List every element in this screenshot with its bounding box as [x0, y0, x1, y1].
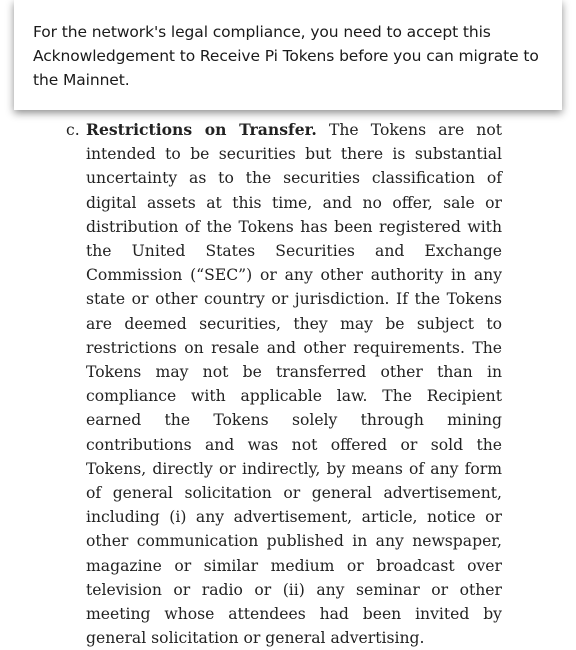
- clause-restrictions-on-transfer: [66, 118, 502, 650]
- compliance-message: For the network's legal compliance, you need to accept this Acknowledgement to Receive Pi Tokens before you can migrate to the Mainnet.: [33, 23, 539, 89]
- clause-content: [86, 118, 502, 650]
- clause-body-text: The Tokens are not intended to be securities but there is substantial uncertainty as to the securities classification of digital assets at this time, and no offer, sale or distribution of the Tokens has been registered with the United States Securities and Exchange Commission (“SEC”) or any other authority in any state or other country or jurisdiction. If the Tokens are deemed securities, they may be subject to restrictions on resale and other requirements. The Tokens may not be transferred other than in compliance with applicable law. The Recipient earned the Tokens solely through mining contributions and was not offered or sold the Tokens, directly or indirectly, by means of any form of general solicitation or general advertisement, including (i) any advertisement, article, notice or other communication published in any newspaper, magazine or similar medium or broadcast over television or radio or (ii) any seminar or other meeting whose attendees had been invited by general solicitation or general advertising.: [86, 121, 502, 648]
- compliance-banner: [14, 0, 562, 110]
- clause-marker: c.: [66, 121, 80, 139]
- acknowledgement-document: [66, 118, 502, 650]
- clause-heading: Restrictions on Transfer.: [86, 120, 317, 139]
